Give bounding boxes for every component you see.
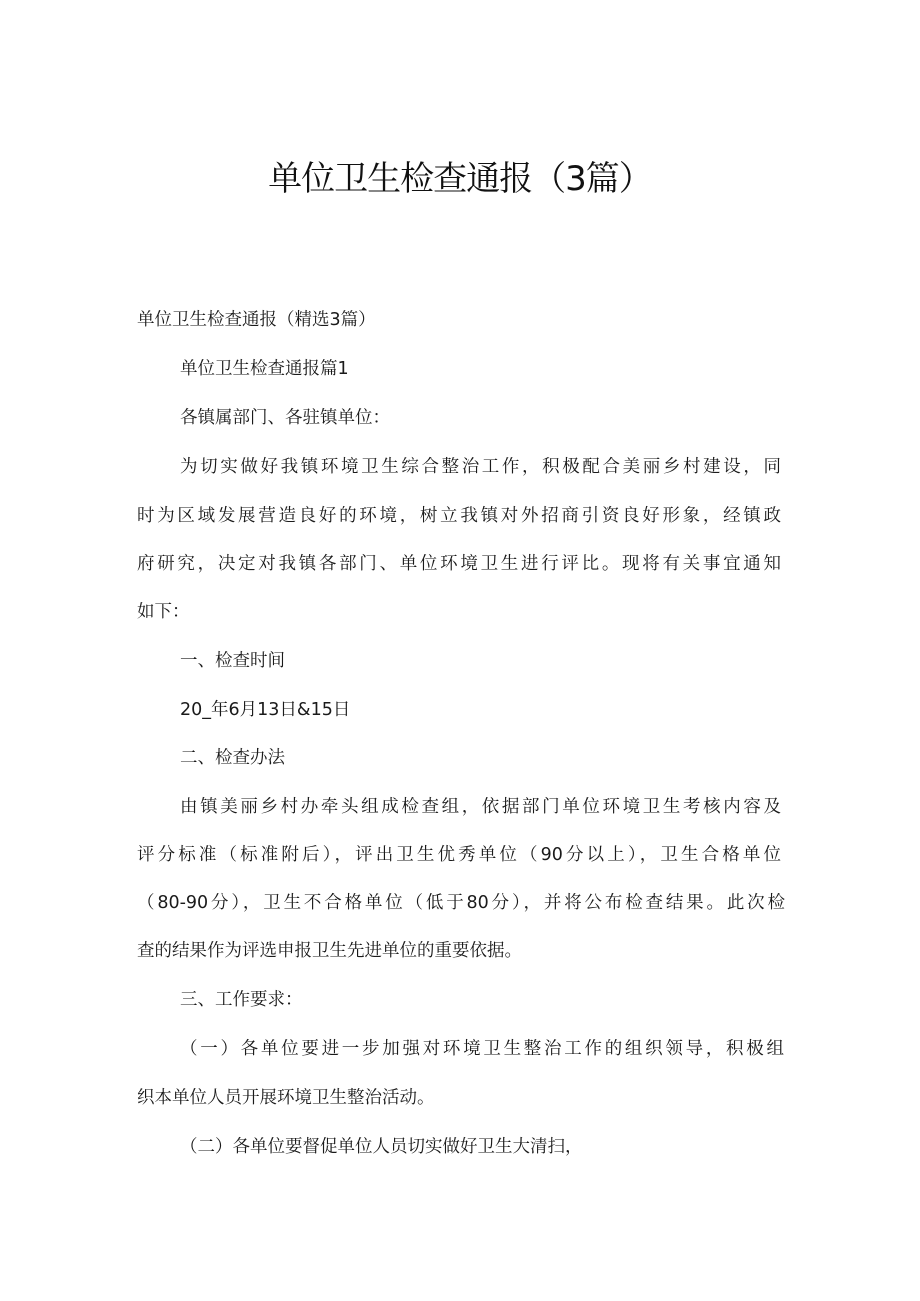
section-3-heading: 三、工作要求：: [180, 990, 303, 1010]
intro-line-2: 时为区域发展营造良好的环境，树立我镇对外招商引资良好形象，经镇政: [137, 506, 781, 526]
section-1-heading: 一、检查时间: [180, 651, 285, 671]
requirement-1-line-1: （一）各单位要进一步加强对环境卫生整治工作的组织领导，积极组: [180, 1039, 784, 1059]
section-2-heading: 二、检查办法: [180, 748, 285, 768]
intro-line-1: 为切实做好我镇环境卫生综合整治工作，积极配合美丽乡村建设，同: [180, 457, 781, 477]
intro-line-3: 府研究，决定对我镇各部门、单位环境卫生进行评比。现将有关事宜通知: [137, 554, 781, 574]
method-line-3: （80-90分），卫生不合格单位（低于80分），并将公布检查结果。此次检: [137, 893, 785, 913]
section-heading: 单位卫生检查通报篇1: [180, 359, 349, 379]
intro-line-4: 如下：: [137, 602, 190, 622]
document-subtitle: 单位卫生检查通报（精选3篇）: [137, 310, 376, 330]
method-line-4: 查的结果作为评选申报卫生先进单位的重要依据。: [137, 941, 522, 961]
inspection-dates: 20_年6月13日&15日: [180, 700, 351, 720]
document-title: 单位卫生检查通报（3篇）: [268, 159, 652, 199]
method-line-1: 由镇美丽乡村办牵头组成检查组，依据部门单位环境卫生考核内容及: [180, 797, 781, 817]
requirement-1-line-2: 织本单位人员开展环境卫生整治活动。: [137, 1088, 435, 1108]
requirement-2-line-1: （二）各单位要督促单位人员切实做好卫生大清扫，: [180, 1137, 583, 1157]
method-line-2: 评分标准（标准附后），评出卫生优秀单位（90分以上），卫生合格单位: [137, 845, 781, 865]
salutation: 各镇属部门、各驻镇单位：: [180, 408, 390, 428]
